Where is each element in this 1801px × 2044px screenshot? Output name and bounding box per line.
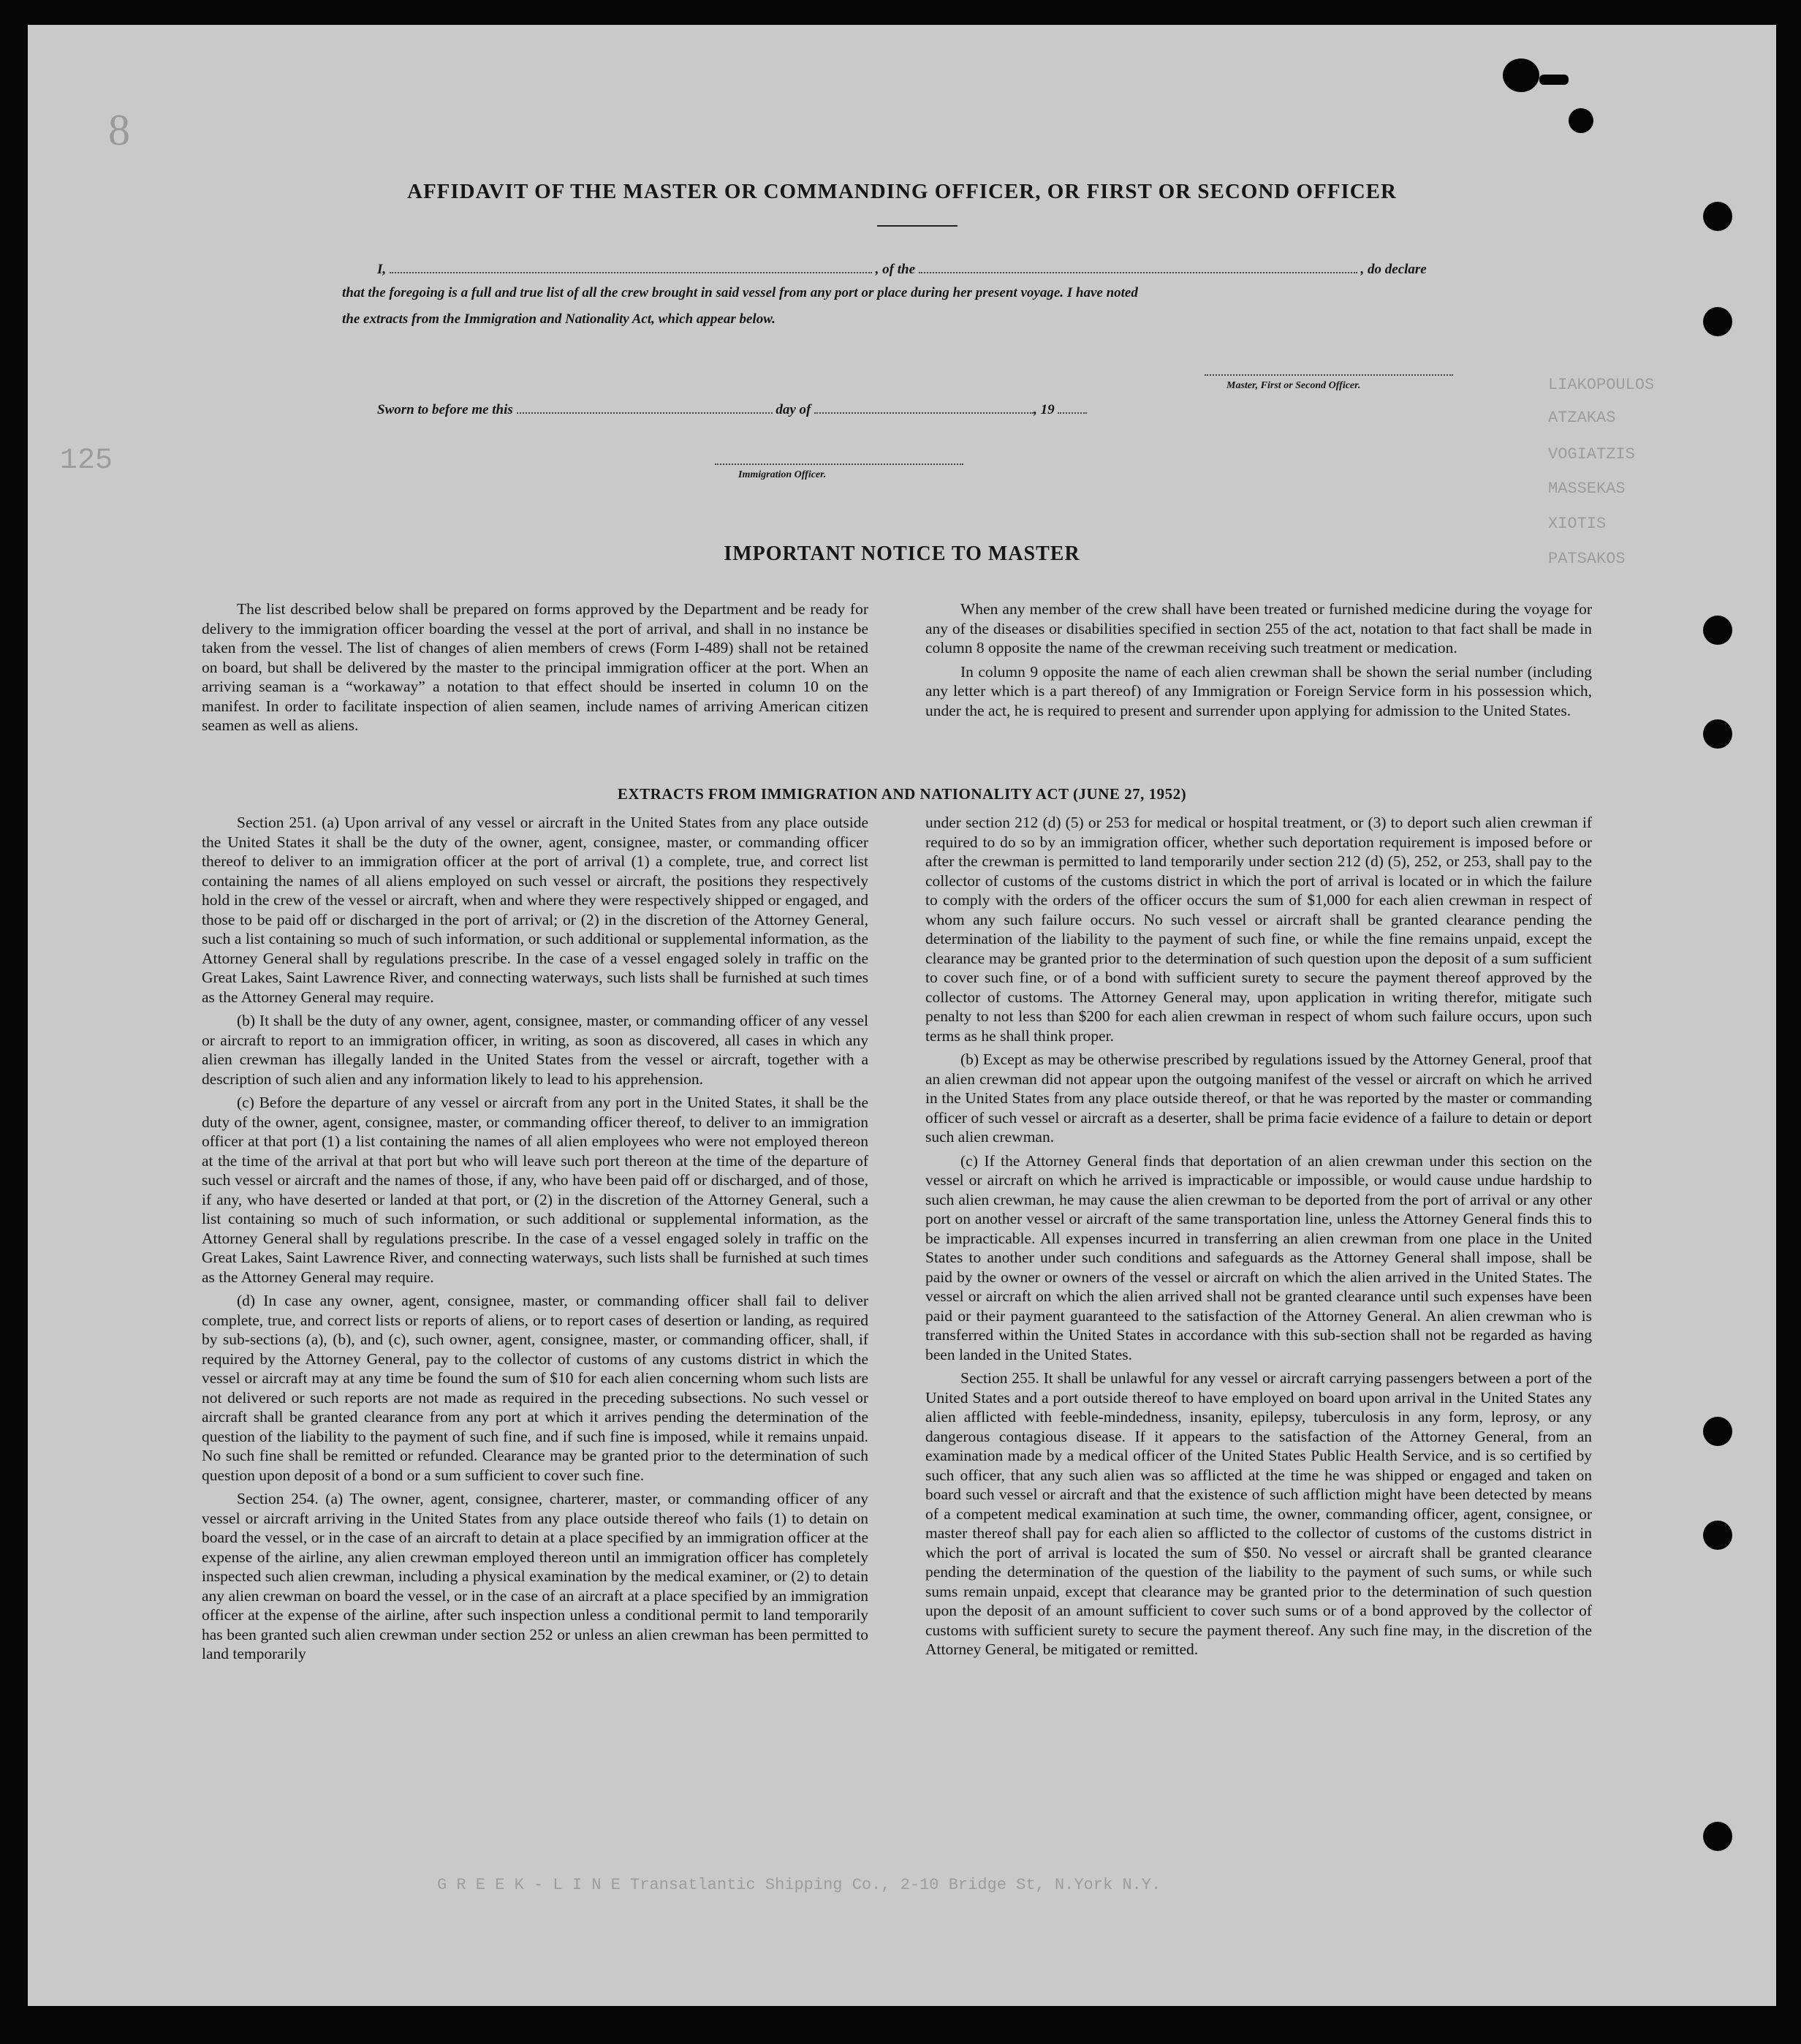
officer-signature-line[interactable] (715, 463, 963, 465)
notice-title: IMPORTANT NOTICE TO MASTER (724, 542, 1080, 565)
page-number: 8 (108, 106, 130, 154)
sworn-line (377, 399, 1087, 418)
punch-hole (1703, 616, 1732, 645)
extract-paragraph: Section 254. (a) The owner, agent, consignee, charterer, master, or commanding officer of any vessel or aircraft arriving in the United States from any place outside thereof who fails (1) to detain on board the vessel, or in the case of an aircraft to detain at a place specified by an immigration officer at the expense of the airline, any alien crewman employed thereon until an immigration officer has completely inspected such alien crewman, including a physical examination by the medical examiner, or (2) to detain any alien crewman on board the vessel, or in the case of an aircraft at a place specified by an immigration officer at the expense of the airline, after such inspection unless a conditional permit to land temporarily has been granted such alien crewman under section 252 or unless an alien crewman has been permitted to land temporarily (202, 1490, 868, 1662)
bleed-name: LIAKOPOULOS (1548, 376, 1655, 394)
bleed-name: VOGIATZIS (1548, 445, 1635, 463)
sworn-month-field[interactable] (814, 399, 1034, 414)
bleed-name: XIOTIS (1548, 515, 1607, 533)
ink-blot (1569, 108, 1593, 133)
master-caption: Master, First or Second Officer. (1226, 380, 1361, 391)
punch-hole (1703, 719, 1732, 749)
notice-paragraph: When any member of the crew shall have been treated or furnished medicine during the voyage for any of the diseases or disabilities specified in section 255 of the act, notation to that fact shall be made in column 8 opposite the name of the crewman receiving such treatment or medication. (925, 600, 1592, 656)
notice-right (925, 599, 1592, 724)
notice-paragraph: The list described below shall be prepared on forms approved by the Department and be ready for delivery to the immigration officer boarding the vessel at the port of arrival, and shall in no instance be taken from the vessel. The list of changes of alien members of crews (Form I-489) shall not be retained on board, but shall be delivered by the master to the principal immigration officer at the port. When an arriving seaman is a “workaway” a notation to that effect should be inserted in column 10 on the manifest. In order to facilitate inspection of alien seamen, include names of arriving American citizen seamen as well as aliens. (202, 600, 868, 734)
document-page (28, 25, 1776, 2006)
extract-paragraph: (b) Except as may be otherwise prescribed by regulations issued by the Attorney General, proof that an alien crewman did not appear upon the outgoing manifest of the vessel or aircraft on which he arrived in the United States from any place outside thereof, or that he was reported by the master or commanding officer of such vessel or aircraft as a deserter, shall be prima facie evidence of a failure to detain or deport such alien crewman. (925, 1051, 1592, 1146)
declarant-label: I, (377, 262, 387, 277)
punch-hole (1703, 202, 1732, 231)
bleed-name: MASSEKAS (1548, 480, 1626, 498)
extract-paragraph: Section 255. It shall be unlawful for any vessel or aircraft carrying passengers between a port of the United States and a port outside thereof to have employed on board upon arrival in the United States any alien afflicted with feeble-mindedness, insanity, epilepsy, tuberculosis in any form, leprosy, or any dangerous contagious disease. If it appears to the satisfaction of the Attorney General, from an examination made by a medical officer of the United States Public Health Service, and is so certified by such officer, that any such alien was so afflicted at the time he was shipped or engaged and taken on board such vessel or aircraft and that the existence of such affliction might have been detected by means of a competent medical examination at such time, the owner, commanding officer, agent, consignee, or master thereof shall pay for each alien so afflicted to the collector of customs of the customs district in which the port of arrival is located the sum of $50. No vessel or aircraft shall be granted clearance pending the determination of the question of the liability to the payment of such sums, or while such sums remain unpaid, except that clearance may be granted prior to the determination of such question upon the deposit of an amount sufficient to cover such sums or of a bond approved by the collector of customs with sufficient surety to secure the payment thereof. Any such fine may, in the discretion of the Attorney General, be mitigated or remitted. (925, 1369, 1592, 1658)
extract-paragraph: Section 251. (a) Upon arrival of any vessel or aircraft in the United States from any place outside the United States it shall be the duty of the owner, agent, consignee, master, or commanding officer thereof to deliver to an immigration officer at the port of arrival (1) a complete, true, and correct list containing the names of all aliens employed on such vessel or aircraft, the positions they respectively hold in the crew of the vessel or aircraft, when and where they were respectively shipped or engaged, and those to be paid off or discharged in the port of arrival; or (2) in the discretion of the Attorney General, such a list containing so much of such information, or such additional or supplemental information, as the Attorney General shall by regulations prescribe. In the case of a vessel engaged solely in traffic on the Great Lakes, Saint Lawrence River, and connecting waterways, such lists shall be furnished at such times as the Attorney General may require. (202, 814, 868, 1006)
extract-paragraph: under section 212 (d) (5) or 253 for medical or hospital treatment, or (3) to deport such alien crewman if required to do so by an immigration officer, whether such deportation requirement is imposed before or after the crewman is permitted to land temporarily under section 212 (d) (5), 252, or 253, shall pay to the collector of customs of the customs district in which the port of arrival is located or in which the failure to comply with the orders of the officer occurs the sum of $1,000 for each alien crewman in respect of whom any such failure occurs. No such vessel or aircraft shall be granted clearance pending the determination of the liability to the payment of such fine, or while the fine remains unpaid, except the clearance may be granted prior to the determination of such question upon the deposit of a sum sufficient to cover such fine, or of a bond with sufficient surety to secure the payment thereof approved by the collector of customs. The Attorney General may, upon application in writing therefor, mitigate such penalty to not less than $200 for each alien crewman in respect of whom such failure occurs, upon such terms as he shall think proper. (925, 814, 1592, 1045)
ink-blot (1539, 75, 1569, 85)
sworn-day-field[interactable] (517, 399, 773, 414)
declaration-line (377, 259, 1427, 278)
extract-paragraph: (b) It shall be the duty of any owner, agent, consignee, master, or commanding officer of any vessel or aircraft to report to an immigration officer, in writing, as soon as discovered, all cases in which any alien crewman has illegally landed in the United States from the vessel or aircraft, together with a description of such alien and any information likely to lead to his apprehension. (202, 1012, 868, 1088)
declaration-text: that the foregoing is a full and true list of all the crew brought in said vessel from any port or place during her present voyage. I have noted (342, 285, 1138, 300)
declarant-name-field[interactable] (390, 259, 872, 273)
sworn-label: Sworn to before me this (377, 402, 513, 417)
punch-hole (1703, 1521, 1732, 1550)
sworn-year-field[interactable] (1058, 399, 1087, 414)
bleed-name: PATSAKOS (1548, 550, 1626, 568)
master-signature-line[interactable] (1205, 374, 1453, 376)
title-rule (877, 225, 958, 227)
extract-paragraph: (c) If the Attorney General finds that deportation of an alien crewman under this section on the vessel or aircraft on which he arrived is impracticable or impossible, or would cause undue hardship to such alien crewman, he may cause the alien crewman to be deported from the port of arrival or any other port on another vessel or aircraft of the same transportation line, unless the Attorney General finds this to be impracticable. All expenses incurred in transferring an alien crewman from one place in the United States to another under such conditions and safeguards as the Attorney General shall impose, shall be paid by the owner or owners of the vessel or aircraft on which the alien arrived in the United States. The vessel or aircraft on which the alien arrived shall not be granted clearance until such expenses have been paid or their payment guaranteed to the satisfaction of the Attorney General. An alien crewman who is transferred within the United States in accordance with this sub-section shall not be regarded as having been landed in the United States. (925, 1151, 1592, 1363)
extract-paragraph: (d) In case any owner, agent, consignee, master, or commanding officer shall fail to deliver complete, true, and correct lists or reports of aliens, or to report cases of desertion or landing, as required by sub-sections (a), (b), and (c), such owner, agent, consignee, master, or commanding officer, shall, if required by the Attorney General, pay to the collector of customs of any customs district in which the vessel or aircraft may at any time be found the sum of $10 for each alien concerning whom such lists are not delivered or such reports are not made as required in the preceding subsections. No such vessel or aircraft shall be granted clearance from any port at which it arrives pending the determination of the question of the liability to the payment of such fine, and if such fine is imposed, while it remains unpaid. No such fine shall be remitted or refunded. Clearance may be granted prior to the determination of such question upon deposit of a bond or a sum sufficient to cover such fine. (202, 1292, 868, 1484)
ink-blot (1503, 58, 1539, 92)
officer-caption: Immigration Officer. (738, 469, 827, 480)
declaration-text-2: the extracts from the Immigration and Nationality Act, which appear below. (342, 311, 776, 327)
declare-label: , do declare (1360, 262, 1427, 277)
vessel-name-field[interactable] (919, 259, 1357, 273)
year-label: , 19 (1034, 402, 1055, 417)
punch-hole (1703, 307, 1732, 336)
notice-left (202, 599, 868, 740)
bleed-name: ATZAKAS (1548, 409, 1616, 427)
bleed-number: 125 (60, 444, 113, 477)
punch-hole (1703, 1822, 1732, 1851)
notice-paragraph: In column 9 opposite the name of each alien crewman shall be shown the serial number (including any letter which is a part thereof) of any Immigration or Foreign Service form in his possession which, under the act, he is required to present and surrender upon applying for admission to the United States. (925, 662, 1592, 719)
extracts-title: EXTRACTS FROM IMMIGRATION AND NATIONALITY ACT (JUNE 27, 1952) (617, 785, 1187, 803)
punch-hole (1703, 1417, 1732, 1446)
bleed-footer: G R E E K - L I N E Transatlantic Shipping Co., 2-10 Bridge St, N.York N.Y. (437, 1876, 1161, 1894)
extracts-right-column (925, 813, 1592, 1664)
extracts-left-column (202, 813, 868, 1668)
extract-paragraph: (c) Before the departure of any vessel or aircraft from any port in the United States, it shall be the duty of the owner, agent, consignee, master, or commanding officer thereof, to deliver to an immigration officer at that port (1) a list containing the names of all alien employees who were not employed thereon at the time of the arrival at that port but who will leave such port thereon at the time of the departure of such vessel or aircraft and the names of those, if any, who have been paid off or discharged, and of those, if any, who have deserted or landed at that port, or (2) in the discretion of the Attorney General, such a list containing so much of such information, or such additional or supplemental information, as the Attorney General shall by regulations prescribe. In the case of a vessel engaged solely in traffic on the Great Lakes, Saint Lawrence River, and connecting waterways, such lists shall be furnished at such times as the Attorney General may require. (202, 1094, 868, 1286)
day-of-label: day of (776, 402, 811, 417)
vessel-label: , of the (875, 262, 916, 277)
affidavit-title: AFFIDAVIT OF THE MASTER OR COMMANDING OFFICER, OR FIRST OR SECOND OFFICER (407, 180, 1397, 203)
